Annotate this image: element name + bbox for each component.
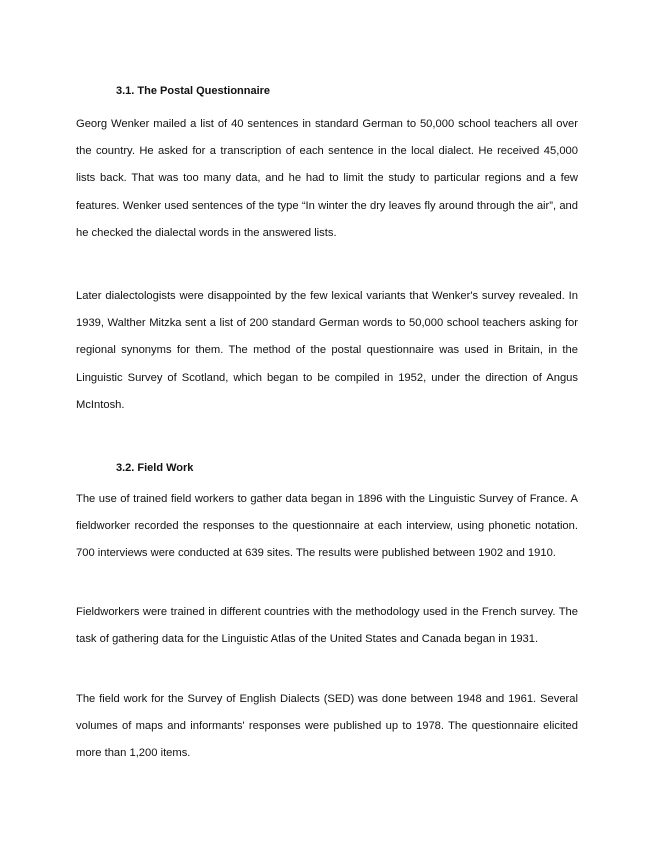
section-heading-field-work: 3.2. Field Work: [116, 462, 194, 474]
paragraph-fieldworkers-trained: Fieldworkers were trained in different countries with the methodology used in the French survey. The task of gathering data for the Linguistic Atlas of the United States and Canada began in 1931.: [76, 606, 578, 646]
section-heading-postal-questionnaire: 3.1. The Postal Questionnaire: [116, 85, 271, 97]
paragraph-later-dialectologists: Later dialectologists were disappointed by the few lexical variants that Wenker's survey revealed. In 1939, Walther Mitzka sent a list of 200 standard German words to 50,000 school teachers asking for regional synonyms for them. The method of the postal questionnaire was used in Britain, in the Linguistic Survey of Scotland, which began to be compiled in 1952, under the direction of Angus McIntosh.: [76, 290, 578, 411]
paragraph-trained-field-workers: The use of trained field workers to gather data began in 1896 with the Linguistic Survey of France. A fieldworker recorded the responses to the questionnaire at each interview, using phonetic notation. 700 interviews were conducted at 639 sites. The results were published between 1902 and 1910.: [76, 493, 578, 560]
paragraph-survey-english-dialects: The field work for the Survey of English Dialects (SED) was done between 1948 and 1961. Several volumes of maps and informants' responses were published up to 1978. The questionnaire elicited more than 1,200 items.: [76, 693, 578, 760]
paragraph-wenker: Georg Wenker mailed a list of 40 sentences in standard German to 50,000 school teachers all over the country. He asked for a transcription of each sentence in the local dialect. He received 45,000 lists back. That was too many data, and he had to limit the study to particular regions and a few features. Wenker used sentences of the type “In winter the dry leaves fly around through the air”, and he checked the dialectal words in the answered lists.: [76, 118, 578, 239]
